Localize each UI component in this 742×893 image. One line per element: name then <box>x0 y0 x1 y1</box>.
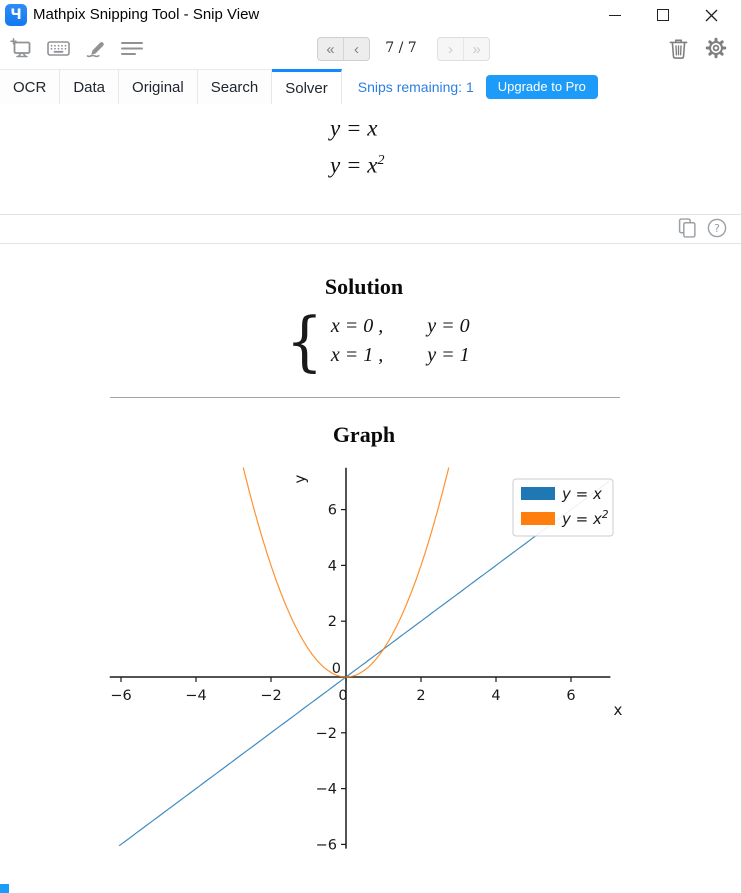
nav-forward-group <box>437 37 490 61</box>
plot-canvas <box>95 458 640 860</box>
legend <box>513 479 613 536</box>
tab-solver[interactable]: Solver <box>272 69 342 105</box>
svg-text:0: 0 <box>338 688 348 704</box>
tab-original[interactable]: Original <box>119 69 198 104</box>
svg-text:−6: −6 <box>110 688 132 704</box>
svg-text:−6: −6 <box>315 837 337 854</box>
mathpix-logo-icon: Ч <box>5 4 27 26</box>
svg-text:−2: −2 <box>260 688 282 704</box>
solution-cell: x = 0 , <box>330 315 384 337</box>
y-axis-label: y <box>291 474 309 484</box>
solution-heading: Solution <box>324 274 404 299</box>
svg-text:6: 6 <box>327 502 337 519</box>
help-button[interactable] <box>707 218 727 238</box>
svg-text:4: 4 <box>327 558 337 575</box>
previous-snip-button[interactable]: ‹ <box>343 38 369 60</box>
snips-remaining-label: Snips remaining: 1 <box>357 78 474 95</box>
delete-snip-button[interactable] <box>665 35 691 61</box>
solution-cell: y = 0 <box>427 315 470 337</box>
svg-text:0: 0 <box>331 661 341 677</box>
tab-data[interactable]: Data <box>60 69 119 104</box>
equation-line: y = x <box>330 115 378 141</box>
x-axis-label: x <box>613 701 623 719</box>
close-button[interactable] <box>687 0 735 30</box>
recognized-equations <box>330 108 384 181</box>
svg-text:6: 6 <box>566 688 576 704</box>
tab-bar <box>0 69 741 105</box>
tab-search[interactable]: Search <box>198 69 273 104</box>
legend-label: y = x <box>562 485 602 503</box>
legend-swatch <box>521 487 555 500</box>
help-icon <box>707 218 727 238</box>
solution-cell: y = 1 <box>427 344 470 366</box>
maximize-icon <box>657 9 669 21</box>
legend-label: $y = x^2$ <box>562 509 609 528</box>
svg-text:4: 4 <box>491 688 501 704</box>
next-snip-button[interactable]: › <box>448 40 453 58</box>
gear-icon <box>704 36 728 60</box>
svg-text:?: ? <box>714 222 720 235</box>
solver-actions <box>678 218 727 238</box>
lines-format-button[interactable] <box>119 35 145 61</box>
left-brace: { <box>286 302 323 380</box>
window-title: Mathpix Snipping Tool - Snip View <box>33 6 260 23</box>
maximize-button[interactable] <box>639 0 687 30</box>
promo-area <box>358 69 598 104</box>
divider <box>0 214 741 215</box>
trash-icon <box>669 38 688 59</box>
bottom-left-blue-artifact <box>0 884 9 893</box>
svg-text:−4: −4 <box>185 688 207 704</box>
copy-button[interactable] <box>678 218 697 238</box>
graph-heading: Graph <box>332 422 396 447</box>
equation-line: $y = x^2$ <box>330 152 385 178</box>
upgrade-to-pro-button[interactable]: Upgrade to Pro <box>486 75 598 99</box>
tab-ocr[interactable]: OCR <box>0 69 60 104</box>
snip-page-indicator: 7 / 7 <box>385 40 417 56</box>
keyboard-input-button[interactable] <box>45 35 71 61</box>
new-snip-button[interactable] <box>8 35 34 61</box>
svg-text:−2: −2 <box>315 725 337 742</box>
divider <box>0 243 741 244</box>
solution-system <box>286 302 470 380</box>
text-lines-icon <box>121 41 144 56</box>
settings-button[interactable] <box>703 35 729 61</box>
keyboard-icon <box>47 40 70 57</box>
window-controls <box>591 0 735 30</box>
svg-text:2: 2 <box>416 688 426 704</box>
solution-cell: x = 1 , <box>330 344 384 366</box>
pen-draw-icon <box>85 38 106 59</box>
legend-swatch <box>521 512 555 525</box>
nav-back-group <box>317 37 370 61</box>
graph-plot <box>95 458 640 860</box>
title-bar <box>0 0 741 30</box>
minimize-button[interactable] <box>591 0 639 30</box>
first-snip-button[interactable]: « <box>326 40 335 58</box>
divider <box>110 397 620 398</box>
screen-snip-icon <box>10 38 33 58</box>
snip-content <box>0 104 741 893</box>
svg-text:−4: −4 <box>315 781 337 798</box>
last-snip-button[interactable]: » <box>463 38 489 60</box>
draw-button[interactable] <box>82 35 108 61</box>
close-icon <box>705 9 718 22</box>
svg-text:2: 2 <box>327 614 337 631</box>
minimize-icon <box>609 15 621 16</box>
toolbar <box>0 31 741 67</box>
copy-icon <box>678 218 697 238</box>
